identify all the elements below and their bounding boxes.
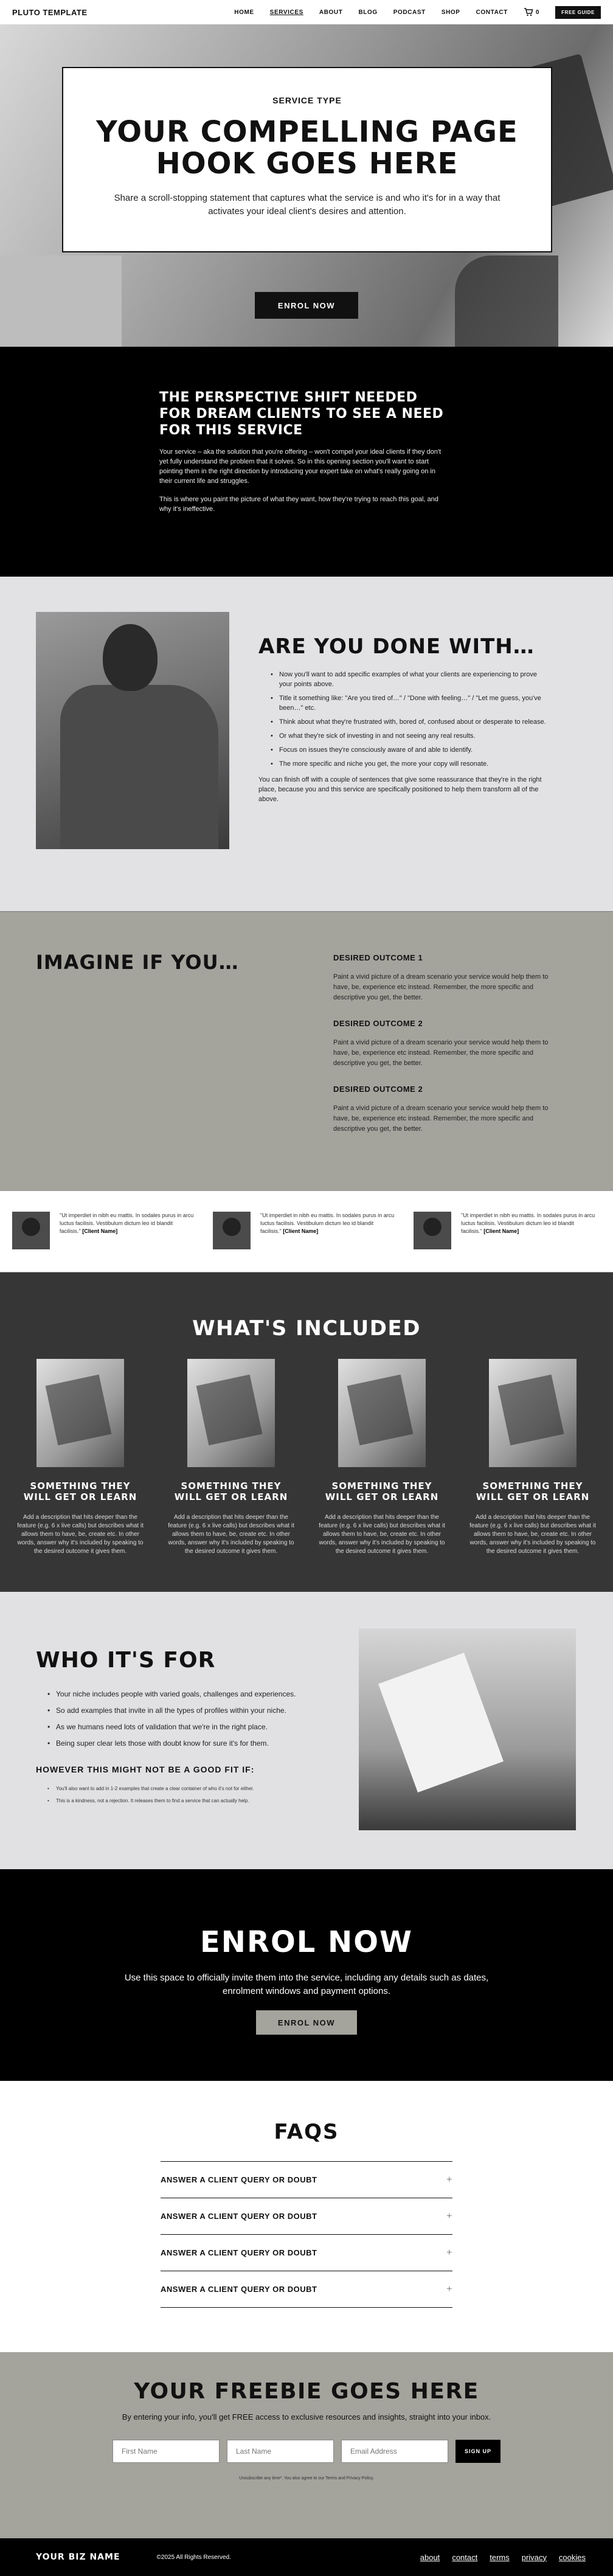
list-item: • Or what they're sick of investing in and not seeing any real results. <box>271 731 550 741</box>
footer-links <box>420 2553 586 2562</box>
brand-logo[interactable]: PLUTO TEMPLATE <box>12 7 88 17</box>
copyright: ©2025 All Rights Reserved. <box>156 2553 231 2561</box>
top-nav <box>0 0 613 24</box>
done-title: ARE YOU DONE WITH… <box>258 634 535 659</box>
outcome-item <box>333 1019 552 1069</box>
faq-title: FAQS <box>274 2120 339 2144</box>
included-item-text: Add a description that hits deeper than the feature (e.g. 6 x live calls) but describes what it allows them to have, be, create etc. In other words, answer why it's included by speaking to the desired outcome it gives them. <box>17 1514 144 1555</box>
included-item <box>15 1359 145 1556</box>
outcome-text: Paint a vivid picture of a dream scenario your service would help them to have, be, experience etc instead. Remember, the more specific and descriptive you get, the better. <box>333 1039 549 1067</box>
outcome-title: DESIRED OUTCOME 1 <box>333 953 423 962</box>
included-item <box>166 1359 296 1556</box>
footer <box>0 2538 613 2576</box>
nav-contact[interactable]: CONTACT <box>476 9 508 16</box>
list-item: • Now you'll want to add specific examples of what your clients are experiencing to prove your points above. <box>271 670 550 689</box>
footer-link-contact[interactable]: contact <box>452 2552 478 2562</box>
included-item-text: Add a description that hits deeper than the feature (e.g. 6 x live calls) but describes what it allows them to have, be, create etc. In other words, answer why it's included by speaking to the desired outcome it gives them. <box>168 1514 294 1555</box>
free-guide-button[interactable]: FREE GUIDE <box>555 6 601 19</box>
not-fit-list <box>47 1785 315 1810</box>
who-title: WHO IT'S FOR <box>36 1648 216 1673</box>
footer-link-privacy[interactable]: privacy <box>521 2552 547 2562</box>
enrol-section <box>0 1869 613 2081</box>
imagine-section <box>0 911 613 1190</box>
list-item: • So add examples that invite in all the types of profiles within your niche. <box>47 1706 315 1715</box>
hero-card <box>62 67 552 252</box>
included-item-text: Add a description that hits deeper than the feature (e.g. 6 x live calls) but describes what it allows them to have, be, create etc. In other words, answer why it's included by speaking to the desired outcome it gives them. <box>469 1514 596 1555</box>
testimonial-client: [Client Name] <box>483 1228 519 1234</box>
included-image <box>489 1359 577 1467</box>
faq-question: ANSWER A CLIENT QUERY OR DOUBT <box>161 2175 317 2184</box>
nav-shop[interactable]: SHOP <box>441 9 460 16</box>
included-item-title: SOMETHING THEY WILL GET OR LEARN <box>325 1481 439 1502</box>
faq-item[interactable] <box>161 2198 452 2235</box>
footer-link-cookies[interactable]: cookies <box>558 2552 586 2562</box>
freebie-section <box>0 2352 613 2538</box>
workspace-photo <box>359 1628 576 1830</box>
included-item-title: SOMETHING THEY WILL GET OR LEARN <box>23 1481 137 1502</box>
footer-brand: YOUR BIZ NAME <box>36 2552 120 2562</box>
sign-up-button[interactable]: SIGN UP <box>455 2440 500 2463</box>
perspective-shift-section <box>0 347 613 577</box>
included-item-title: SOMETHING THEY WILL GET OR LEARN <box>174 1481 288 1502</box>
done-list <box>271 670 550 769</box>
enrol-text: Use this space to officially invite them into the service, including any details such as dates, enrolment windows and payment options. <box>124 1973 489 1996</box>
cart-icon <box>524 8 533 16</box>
list-item: • As we humans need lots of validation that we're in the right place. <box>47 1722 315 1732</box>
included-item-title: SOMETHING THEY WILL GET OR LEARN <box>476 1481 590 1502</box>
included-image <box>338 1359 426 1467</box>
included-item <box>468 1359 598 1556</box>
nav-services[interactable]: SERVICES <box>269 9 303 16</box>
enrol-title: ENROL NOW <box>200 1925 413 1959</box>
list-item: • The more specific and niche you get, the more your copy will resonate. <box>271 759 550 769</box>
faq-question: ANSWER A CLIENT QUERY OR DOUBT <box>161 2285 317 2294</box>
included-title: WHAT'S INCLUDED <box>192 1316 421 1341</box>
list-item: • Focus on issues they're consciously aware of and able to identify. <box>271 745 550 755</box>
list-item: • Think about what they're frustrated with, bored of, confused about or desperate to release. <box>271 717 550 727</box>
plus-icon: + <box>446 2247 452 2258</box>
outcome-text: Paint a vivid picture of a dream scenario your service would help them to have, be, experience etc instead. Remember, the more specific and descriptive you get, the better. <box>333 973 549 1001</box>
faq-list <box>161 2161 452 2308</box>
done-with-section <box>0 577 613 911</box>
included-grid <box>0 1359 613 1556</box>
faq-section <box>0 2081 613 2352</box>
testimonial-quote: "Ut imperdiet in nibh eu mattis. In sodales purus in arcu luctus facilisis. Vestibulum dictum leo id blandit facilisis." <box>60 1212 194 1234</box>
cart-count: 0 <box>535 9 540 16</box>
freebie-text: By entering your info, you'll get FREE access to exclusive resources and insights, straight into your inbox. <box>122 2412 491 2422</box>
avatar <box>12 1212 50 1249</box>
testimonials-section <box>0 1190 613 1272</box>
hero-enrol-button[interactable]: ENROL NOW <box>255 292 358 319</box>
outcome-title: DESIRED OUTCOME 2 <box>333 1019 423 1028</box>
faq-question: ANSWER A CLIENT QUERY OR DOUBT <box>161 2212 317 2221</box>
list-item: • You'll also want to add in 1-2 examples that create a clear container of who it's not for either. <box>47 1785 315 1793</box>
included-item-text: Add a description that hits deeper than the feature (e.g. 6 x live calls) but describes what it allows them to have, be, create etc. In other words, answer why it's included by speaking to the desired outcome it gives them. <box>319 1514 445 1555</box>
portrait-photo <box>36 612 229 849</box>
faq-item[interactable] <box>161 2162 452 2198</box>
outcome-text: Paint a vivid picture of a dream scenario your service would help them to have, be, experience etc instead. Remember, the more specific and descriptive you get, the better. <box>333 1105 549 1133</box>
footer-link-about[interactable]: about <box>420 2552 440 2562</box>
testimonial-text <box>260 1212 395 1272</box>
list-item: • Your niche includes people with varied goals, challenges and experiences. <box>47 1689 315 1699</box>
outcome-item <box>333 953 552 1003</box>
enrol-button[interactable]: ENROL NOW <box>256 2010 357 2035</box>
list-item: • This is a kindness, not a rejection. It releases them to find a service that can actually help. <box>47 1797 315 1805</box>
hero-subtitle: Share a scroll-stopping statement that captures what the service is and who it's for in a way that activates your ideal client's desires and attention. <box>114 193 500 217</box>
freebie-title: YOUR FREEBIE GOES HERE <box>134 2379 479 2404</box>
last-name-field[interactable] <box>227 2440 334 2463</box>
plus-icon: + <box>446 2283 452 2294</box>
included-image <box>187 1359 275 1467</box>
nav-links <box>234 6 601 19</box>
cart-link[interactable] <box>524 8 539 16</box>
plus-icon: + <box>446 2174 452 2185</box>
signup-form <box>0 2440 613 2463</box>
hero-section <box>0 24 613 347</box>
list-item: • Title it something like: "Are you tired of…" / "Done with feeling…" / "Let me guess, you've been…" etc. <box>271 693 550 713</box>
done-closing: You can finish off with a couple of sentences that give some reassurance that they're in the right place, because you and this service are specifically positioned to help them transform all of the above. <box>258 776 542 803</box>
email-field[interactable] <box>341 2440 448 2463</box>
nav-about[interactable]: ABOUT <box>319 9 343 16</box>
first-name-field[interactable] <box>113 2440 220 2463</box>
testimonial-card <box>213 1212 395 1272</box>
testimonial-client: [Client Name] <box>283 1228 319 1234</box>
imagine-title: IMAGINE IF YOU… <box>36 951 239 974</box>
outcomes-list <box>333 953 552 1150</box>
avatar <box>213 1212 251 1249</box>
testimonial-text <box>60 1212 195 1272</box>
plus-icon: + <box>446 2210 452 2221</box>
testimonial-quote: "Ut imperdiet in nibh eu mattis. In sodales purus in arcu luctus facilisis. Vestibulum dictum leo id blandit facilisis." <box>260 1212 395 1234</box>
who-its-for-section <box>0 1592 613 1869</box>
included-item <box>317 1359 447 1556</box>
hero-hands-image <box>455 255 558 347</box>
list-item: • Being super clear lets those with doubt know for sure it's for them. <box>47 1738 315 1748</box>
nav-blog[interactable]: BLOG <box>358 9 378 16</box>
footer-link-terms[interactable]: terms <box>490 2552 510 2562</box>
hero-title: YOUR COMPELLING PAGE HOOK GOES HERE <box>96 115 518 181</box>
testimonial-card <box>414 1212 596 1272</box>
faq-item[interactable] <box>161 2271 452 2308</box>
whats-included-section <box>0 1272 613 1592</box>
testimonial-text <box>461 1212 596 1272</box>
who-list <box>47 1689 315 1755</box>
nav-home[interactable]: HOME <box>234 9 254 16</box>
faq-question: ANSWER A CLIENT QUERY OR DOUBT <box>161 2248 317 2257</box>
not-fit-title: HOWEVER THIS MIGHT NOT BE A GOOD FIT IF: <box>36 1765 255 1774</box>
done-with-content <box>258 634 550 804</box>
fine-print: Unsubscribe any time*. You also agree to our Terms and Privacy Policy. <box>239 2476 374 2481</box>
hero-kicker: SERVICE TYPE <box>272 95 342 105</box>
shift-title: THE PERSPECTIVE SHIFT NEEDED FOR DREAM CLIENTS TO SEE A NEED FOR THIS SERVICE <box>159 390 444 438</box>
outcome-title: DESIRED OUTCOME 2 <box>333 1085 423 1094</box>
outcome-item <box>333 1085 552 1134</box>
avatar <box>414 1212 451 1249</box>
faq-item[interactable] <box>161 2235 452 2271</box>
testimonial-client: [Client Name] <box>82 1228 118 1234</box>
hero-desk-image <box>0 255 122 347</box>
shift-paragraph-1: Your service – aka the solution that you're offering – won't compel your ideal clients if they don't yet fully understand the problem that it solves. So in this opening section you'll want to start pointing them in the right direction by introducing your expert take on what's really going on in their current life and struggles. <box>159 448 442 485</box>
shift-paragraph-2: This is where you paint the picture of what they want, how they're trying to reach this goal, and why it's ineffective. <box>159 496 438 513</box>
testimonial-card <box>12 1212 195 1272</box>
testimonial-quote: "Ut imperdiet in nibh eu mattis. In sodales purus in arcu luctus facilisis. Vestibulum dictum leo id blandit facilisis." <box>461 1212 595 1234</box>
nav-podcast[interactable]: PODCAST <box>393 9 426 16</box>
included-image <box>36 1359 124 1467</box>
